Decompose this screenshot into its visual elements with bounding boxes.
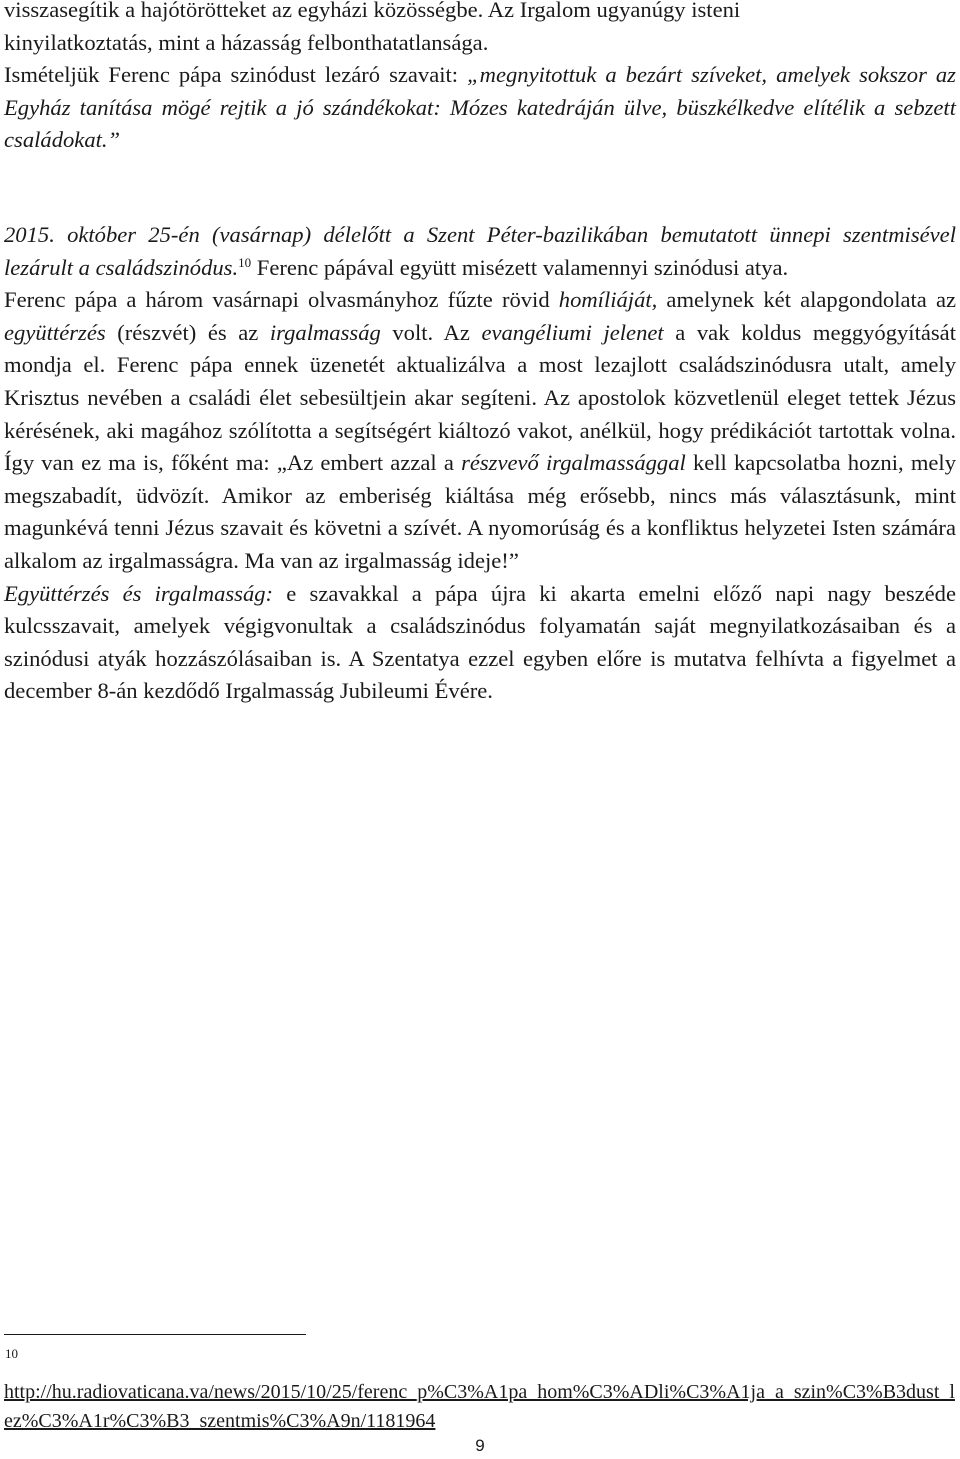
text-line: visszasegítik a hajótörötteket az egyházi közösségbe. Az Irgalom ugyanúgy isteni xyxy=(4,0,741,22)
footnote-link[interactable]: http://hu.radiovaticana.va/news/2015/10/25/ferenc_p%C3%A1pa_hom%C3%ADli%C3%A1ja_a_szin%C3%B3dust_lez%C3%A1r%C3%B3_szentmis%C3%A9n/1181964 xyxy=(4,1381,955,1432)
paragraph-synod-mass xyxy=(4,219,956,284)
paragraph-homily xyxy=(4,284,956,577)
italic-term: együttérzés xyxy=(4,319,106,345)
text-run: e szavakkal a pápa újra ki akarta emelni előző napi nagy beszéde kulcsszavait, amelyek végigvonultak a családszinódus folyamatán saját megnyilatkozásaiban és a szinódusi atyák hozzászólásaiban is. A Szentatya ezzel egyben előre is mutatva felhívta a figyelmet a december 8-án kezdődő Irgalmasság Jubileumi Évére. xyxy=(4,580,956,704)
document-page xyxy=(4,0,956,708)
italic-term: evangéliumi jelenet xyxy=(481,319,664,345)
page-number: 9 xyxy=(475,1436,485,1455)
text-run: Ferenc pápa a három vasárnapi olvasmányhoz fűzte rövid xyxy=(4,287,559,313)
paragraph-continuation xyxy=(4,0,956,157)
text-run: a vak koldus meggyógyítását mondja el. Ferenc pápa ennek üzenetét aktualizálva a most lezajlott családszinódusra utalt, amely Krisztus nevében a családi élet sebesültjein akar segíteni. Az apostolok közvetlenül eleget tettek Jézus kérésének, aki magához szólította a segítségért kiáltozó vakot, anélkül, hogy prédikációt tartottak volna. Így van ez ma is, főként ma: „Az embert azzal a xyxy=(4,319,956,476)
paragraph-gap xyxy=(4,157,956,219)
text-run: (részvét) és az xyxy=(105,319,270,345)
papal-quote: „megnyitottuk a bezárt szíveket, amelyek sokszor az Egyház tanítása mögé rejtik a jó szándékokat: Mózes katedráján ülve, büszkélkedve elítélik a sebzett családokat.” xyxy=(4,62,956,153)
italic-term: részvevő irgalmassággal xyxy=(461,450,686,476)
italic-lead: Együttérzés és irgalmasság: xyxy=(4,580,274,606)
italic-term: homíliáját, xyxy=(558,287,658,313)
paragraph-compassion-mercy xyxy=(4,578,956,708)
footnote-reference[interactable]: 10 xyxy=(238,254,252,270)
text-run: kell kapcsolatba hozni, mely megszabadít, üdvözít. Amikor az emberiség kiáltása még erősebb, nincs más választásunk, mint magunkévá tenni Jézus szavait és követni a szívét. A nyomorúság és a konfliktus helyzetei Isten számára alkalom az irgalmasságra. Ma van az irgalmasság ideje!” xyxy=(4,450,956,573)
italic-term: irgalmasság xyxy=(269,319,381,345)
text-line: kinyilatkoztatás, mint a házasság felbonthatatlansága. xyxy=(4,29,489,55)
footnote-number: 10 xyxy=(5,1346,18,1361)
text-run: Ismételjük Ferenc pápa szinódust lezáró szavait: xyxy=(4,62,468,88)
italic-lead: 2015. október 25-én (vasárnap) délelőtt a Szent Péter-bazilikában bemutatott ünnepi szentmisével lezárult a családszinódus. xyxy=(4,221,956,280)
footnote-separator xyxy=(4,1334,306,1335)
text-run: Ferenc pápával együtt misézett valamennyi szinódusi atya. xyxy=(251,254,789,280)
text-run: amelynek két alapgondolata az xyxy=(657,287,957,313)
text-run: volt. Az xyxy=(380,319,482,345)
